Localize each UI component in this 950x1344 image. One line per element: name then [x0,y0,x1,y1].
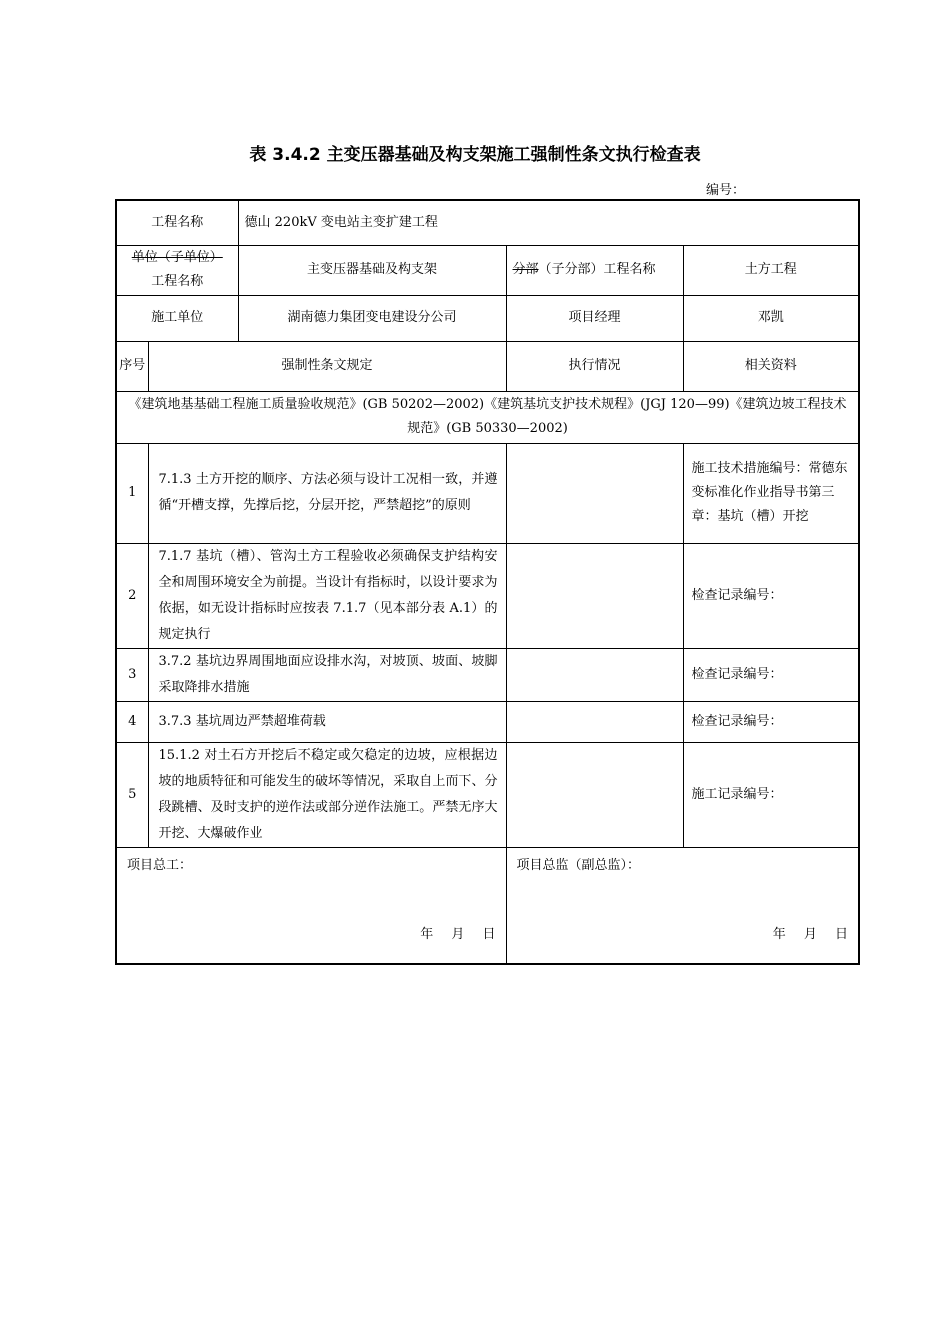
header-status: 执行情况 [506,341,683,391]
doc-number-label: 编号： [706,183,746,198]
supervisor-date: 年 月 日 [772,926,849,942]
manager-label: 项目经理 [506,295,683,341]
row-clause: 7.1.3 土方开挖的顺序、方法必须与设计工况相一致，并遵循“开槽支撑，先撑后挖，分层开挖，严禁超挖”的原则 [148,443,506,543]
project-name-value: 德山 220kV 变电站主变扩建工程 [238,200,859,245]
header-docs: 相关资料 [683,341,859,391]
project-name-row [116,200,859,245]
row-clause: 3.7.3 基坑周边严禁超堆荷载 [148,701,506,742]
unit-label-struck: 单位（子单位） [131,250,223,265]
row-status [506,543,683,648]
row-status [506,443,683,543]
standards-line: 《建筑地基基础工程施工质量验收规范》(GB 50202—2002)《建筑基坑支护技术规程》(JGJ 120—99)《建筑边坡工程技术规范》(GB 50330—2002) [116,391,859,443]
chief-engineer-label: 项目总工： [127,857,193,873]
row-number: 3 [116,648,148,701]
header-seq: 序号 [116,341,148,391]
subsection-label-struck: 分部 [512,262,539,277]
chief-engineer-signature [116,847,506,964]
subsection-label [506,245,683,295]
clause-row-5 [116,742,859,847]
document-title: 表 3.4.2 主变压器基础及构支架施工强制性条文执行检查表 [249,145,701,165]
row-number: 4 [116,701,148,742]
manager-value: 邓凯 [683,295,859,341]
row-status [506,648,683,701]
row-status [506,701,683,742]
subsection-value: 土方工程 [683,245,859,295]
unit-value: 主变压器基础及构支架 [238,245,506,295]
project-name-label: 工程名称 [116,200,238,245]
unit-row [116,245,859,295]
contractor-label: 施工单位 [116,295,238,341]
clause-row-2 [116,543,859,648]
row-docs: 检查记录编号： [683,701,859,742]
row-number: 1 [116,443,148,543]
inspection-table [115,199,860,965]
header-clause: 强制性条文规定 [148,341,506,391]
clause-row-1 [116,443,859,543]
unit-label-rest: 工程名称 [151,274,204,289]
supervisor-label: 项目总监（副总监）： [516,857,641,873]
supervisor-signature [506,847,859,964]
row-docs: 检查记录编号： [683,543,859,648]
row-number: 2 [116,543,148,648]
row-docs: 检查记录编号： [683,648,859,701]
row-docs: 施工技术措施编号：常德东变标准化作业指导书第三章：基坑（槽）开挖 [683,443,859,543]
row-clause: 3.7.2 基坑边界周围地面应设排水沟，对坡顶、坡面、坡脚采取降排水措施 [148,648,506,701]
row-number: 5 [116,742,148,847]
contractor-value: 湖南德力集团变电建设分公司 [238,295,506,341]
chief-engineer-date: 年 月 日 [420,926,496,942]
contractor-row [116,295,859,341]
signature-row [116,847,859,964]
clause-row-4 [116,701,859,742]
subsection-label-rest: （子分部）工程名称 [538,262,656,277]
clause-row-3 [116,648,859,701]
standards-row [116,391,859,443]
row-status [506,742,683,847]
row-docs: 施工记录编号： [683,742,859,847]
row-clause: 15.1.2 对土石方开挖后不稳定或欠稳定的边坡，应根据边坡的地质特征和可能发生的破坏等情况，采取自上而下、分段跳槽、及时支护的逆作法或部分逆作法施工。严禁无序大开挖、大爆破作业 [148,742,506,847]
unit-label [116,245,238,295]
row-clause: 7.1.7 基坑（槽）、管沟土方工程验收必须确保支护结构安全和周围环境安全为前提。当设计有指标时，以设计要求为依据，如无设计指标时应按表 7.1.7（见本部分表 A.1）的规定执行 [148,543,506,648]
header-row [116,341,859,391]
